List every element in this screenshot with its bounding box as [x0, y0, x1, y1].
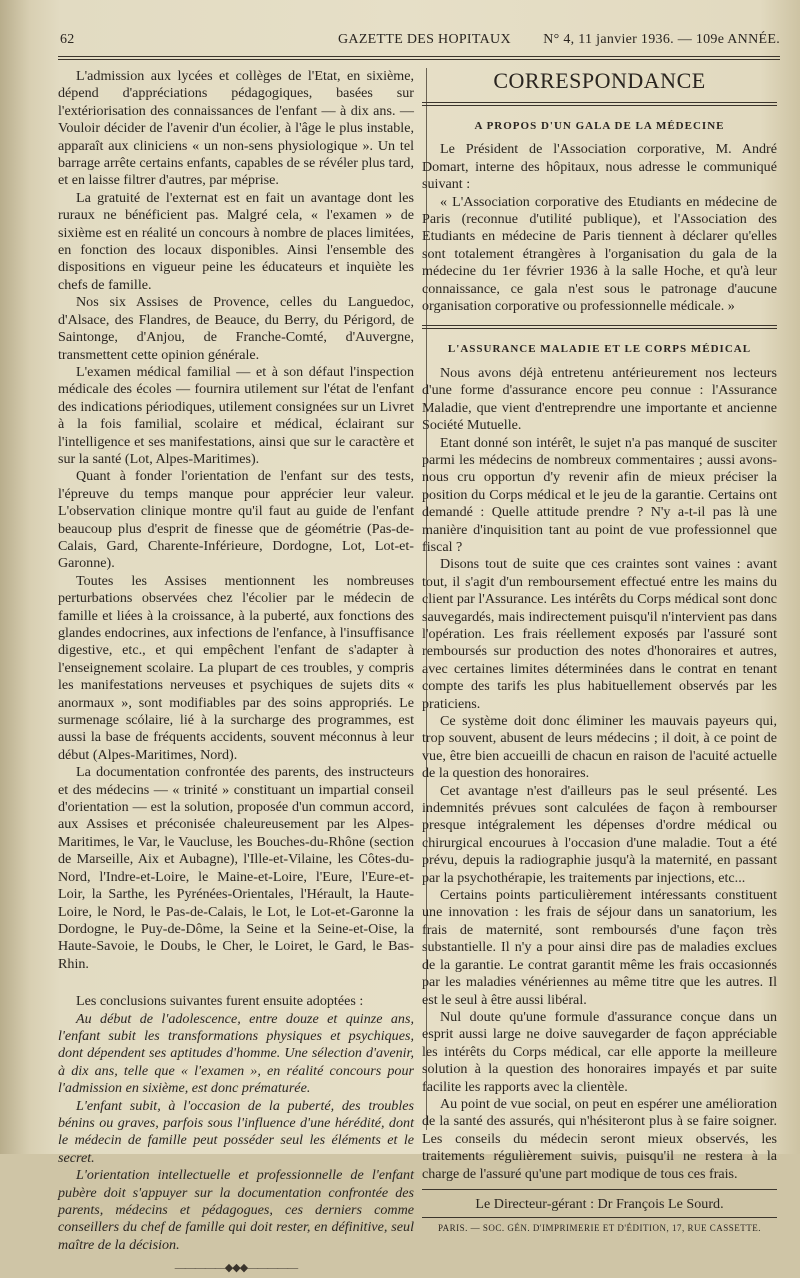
conclusion-item: L'orientation intellectuelle et professionnelle de l'enfant pubère doit s'appuyer sur la documentation confrontée des parents, médecins et pédagogues, ces derniers comme conseillers du chef de famille qui doit rester, en définitive, seul maître de la décision. — [58, 1167, 414, 1253]
left-column — [58, 68, 414, 1278]
paragraph: Quant à fonder l'orientation de l'enfant sur des tests, l'épreuve du temps manque pour apprécier leur valeur. L'observation clinique montre qu'il faut au guide de l'enfant beaucoup plus d'esprit de finesse que de géométrie (Pas-de-Calais, Gard, Charente-Inférieure, Dordogne, Lot, Lot-et-Garonne). — [58, 468, 414, 572]
paragraph: Ce système doit donc éliminer les mauvais payeurs qui, trop souvent, abusent de leurs médecins ; il doit, à ce point de vue, être bien accueilli de chacun en raison de l'acuité actuelle de la question des honoraires. — [422, 713, 777, 782]
journal-title: GAZETTE DES HOPITAUX — [338, 32, 511, 47]
issue-info: N° 4, 11 janvier 1936. — 109e ANNÉE. — [543, 32, 780, 47]
signature-rule — [422, 1189, 777, 1190]
double-rule — [422, 325, 777, 329]
conclusions-intro: Les conclusions suivantes furent ensuite adoptées : — [76, 993, 364, 1010]
conclusion-item: Au début de l'adolescence, entre douze et quinze ans, l'enfant subit les transformations physiques et psychiques, dont dépendent ses aptitudes d'homme. Une sélection d'avenir, à dix ans, telle que « l'examen », en réalité concours pour l'admission en sixième, est donc prématurée. — [58, 1010, 414, 1097]
header-rule-second — [58, 59, 780, 60]
director-signature: Le Directeur-gérant : Dr François Le Sourd. — [475, 1195, 724, 1212]
paragraph: L'examen médical familial — et à son défaut l'inspection médicale des écoles — fournira utilement sur l'état de l'enfant des indications périodiques, utilement consignées sur un Livret à la fois familial, scolaire et médical, éclairant sur l'intelligence et ses manifestations, ainsi que sur le caractère et sur la santé (Lot, Alpes-Maritimes). — [58, 363, 414, 467]
paragraph: Nul doute qu'une formule d'assurance conçue dans un esprit aussi large ne doive sauvegarder de façon appréciable les intérêts du Corps médical, car elle apporte la meilleure solution à la question des honoraires impayés et par suite facilite les rapports avec la clientèle. — [422, 1008, 777, 1095]
paragraph: La documentation confrontée des parents, des instructeurs et des médecins — « trinité » constituant un impartial conseil d'orientation — est la solution, proposée d'un commun accord, aux Assises et préconisée chaleureusement par les Alpes-Maritimes, le Var, le Vaucluse, les Bouches-du-Rhône (section de Marseille, Aix et Aubagne), l'Ille-et-Vilaine, les Côtes-du-Nord, l'Indre-et-Loire, le Maine-et-Loire, l'Eure, l'Eure-et-Loir, la Sarthe, les Pyrénées-Orientales, l'Hérault, la Haute-Loire, le Nord, le Pas-de-Calais, le Lot, le Lot-et-Garonne la Dordogne, le Puy-de-Dôme, la Seine et la Seine-et-Oise, la Haute-Savoie, le Doubs, le Cher, le Loiret, le Gard, le Bas-Rhin. — [58, 764, 414, 972]
section-title: CORRESPONDANCE — [493, 68, 706, 93]
paragraph: Nous avons déjà entretenu antérieurement nos lecteurs d'une forme d'assurance encore peu connue : l'Assurance Maladie, que vient d'entreprendre une importante et ancienne Société Mutuelle. — [422, 364, 777, 434]
conclusion-item: L'enfant subit, à l'occasion de la puberté, des troubles bénins ou graves, parfois sous l'influence d'une hérédité, dont le médecin de famille peut posséder seul les éléments et le secret. — [58, 1097, 414, 1166]
paragraph: Toutes les Assises mentionnent les nombreuses perturbations observées chez l'écolier par le médecin de famille et liées à la croissance, à la puberté, aux fonctions des glandes endocrines, aux infections de l'enfance, à l'insuffisance digestive, etc., et qui empêchent l'enfant de s'adapter à l'enseignement scolaire. La plupart de ces troubles, y compris les manifestations nerveuses et psychiques de sujets dits « anormaux », sont modifiables par des soins appropriés. Le surmenage scólaire, lié à la surcharge des programmes, est aussi la base de fréquents accidents, souvent méconnus à leur début (Alpes-Maritimes, Nord). — [58, 572, 414, 763]
page-number: 62 — [60, 32, 75, 47]
paragraph: Au point de vue social, on peut en espérer une amélioration de la santé des assurés, qui n'hésiteront plus à se faire soigner. Les conseils du médecin seront mieux observés, les traitements régulièrement suivis, puisqu'il ne restera à la charge de l'assuré qu'une part modique de tous ces frais. — [422, 1095, 777, 1182]
article-heading: A PROPOS D'UN GALA DE LA MÉDECINE — [474, 120, 725, 132]
double-rule — [422, 102, 777, 106]
paragraph: La gratuité de l'externat est en fait un avantage dont les ruraux ne bénéficient pas. Malgré cela, « l'examen » de sixième est en réalité un concours à nombre de places limitées, en fonction des locaux disponibles. Ainsi l'ensemble des dispositions en vigueur peine les éducateurs et inquiète les chefs de famille. — [58, 189, 414, 293]
paragraph: Etant donné son intérêt, le sujet n'a pas manqué de susciter parmi les médecins de nombreux commentaires ; aussi avons-nous cru opportun d'y revenir afin de mieux préciser la position du Corps médical et le jeu de la garantie. Certains ont demandé : Quelle attitude prendre ? N'y a-t-il pas là une manière d'inquisition tant au point de vue professionnel que fiscal ? — [422, 434, 777, 555]
paragraph: Certains points particulièrement intéressants constituent une innovation : les frais de séjour dans un sanatorium, les frais de maternité, sont remboursés d'une façon très substantielle. Il n'y a pour ainsi dire pas de maladies exclues de la garantie. Le contrat garantit même les frais occasionnés par les maladies vénériennes au même titre que les autres. Il est le seul à être aussi libéral. — [422, 887, 777, 1008]
paragraph: Disons tout de suite que ces craintes sont vaines : avant tout, il s'agit d'un remboursement effectué entre les mains du client par l'Assurance. Les intérêts du Corps médical sont donc sauvegardés, mais indirectement puisqu'il n'intervient pas dans l'opération. Les frais réellement exposés par l'assuré sont remboursés sur production des notes d'honoraires et autres, avec certaines limites déterminées dans le contrat en tenant compte des tarifs les plus habituellement observés par les praticiens. — [422, 556, 777, 712]
paragraph: Cet avantage n'est d'ailleurs pas le seul présenté. Les indemnités prévues sont calculées de façon à rembourser presque intégralement les dépenses d'ordre médical ou chirurgical encourues à l'occasion d'une maladie. Tout a été prévu, depuis la radiographie jusqu'à la maternité, en passant par la psychothérapie, les traitements par injections, etc... — [422, 782, 777, 886]
paragraph: L'admission aux lycées et collèges de l'Etat, en sixième, dépend d'appréciations pédagogiques, basées sur l'extériorisation des connaissances de l'enfant — à dix ans. — Vouloir décider de l'avenir d'un écolier, à l'âge le plus instable, apparaît aux cliniciens « un non-sens physiologique ». Un tel barrage arrête certains enfants, capables de se révéler plus tard, et en laisse filtrer d'autres, par méprise. — [58, 68, 414, 189]
paragraph: Le Président de l'Association corporative, M. André Domart, interne des hôpitaux, nous adresse le communiqué suivant : — [422, 141, 777, 193]
article-heading: L'ASSURANCE MALADIE ET LE CORPS MÉDICAL — [447, 343, 752, 356]
ornament-divider: —————◆◆◆————— — [174, 1262, 298, 1275]
paragraph: « L'Association corporative des Etudiants en médecine de Paris (reconnue d'utilité publique), et l'Association des Etudiants en médecine de Paris tiennent à déclarer qu'elles sont totalement étrangères à l'organisation du gala de la médecine du 1er février 1936 à la salle Hoche, et qu'à leur connaissance, ce gala n'est sous le patronage d'aucune organisation corporative ou professionnelle médicale. » — [422, 193, 777, 315]
right-column — [422, 68, 777, 1238]
printer-imprint: PARIS. — SOC. GÉN. D'IMPRIMERIE ET D'ÉDITION, 17, RUE CASSETTE. — [437, 1223, 761, 1234]
page-header — [60, 32, 780, 52]
header-rule — [58, 56, 780, 57]
paragraph: Nos six Assises de Provence, celles du Languedoc, d'Alsace, des Flandres, de Beauce, du Berry, du Périgord, de Saintonge, d'Anjou, de Franche-Comté, d'Auvergne, transmettent cette opinion générale. — [58, 294, 414, 363]
printer-rule — [422, 1217, 777, 1218]
